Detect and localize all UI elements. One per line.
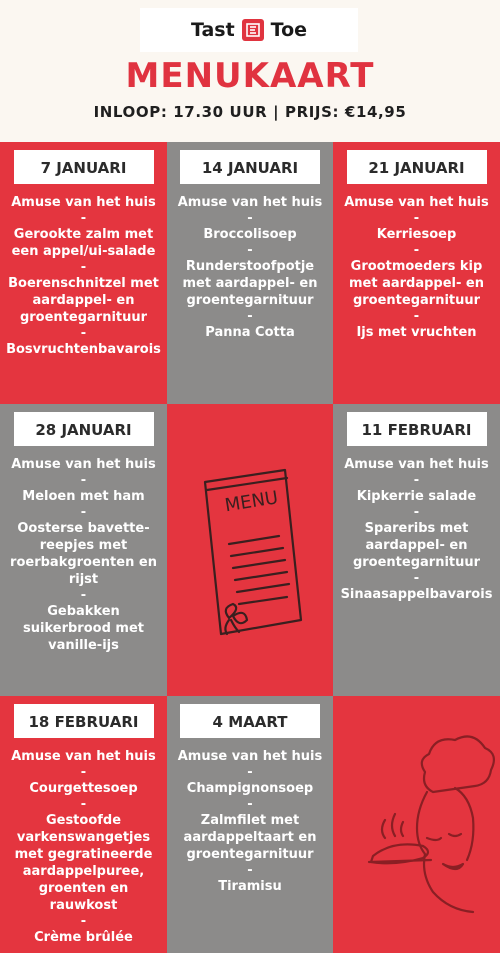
menu-dish: Boerenschnitzel met aardappel- en groentegarnituur — [8, 276, 159, 325]
menu-date: 14 JANUARI — [180, 150, 320, 184]
item-separator: - — [247, 211, 253, 226]
item-separator: - — [80, 473, 87, 488]
menu-dish: Spareribs met aardappel- en groentegarnituur — [352, 521, 481, 570]
logo-right-text: Toe — [270, 19, 308, 41]
menu-illustration-cell — [167, 404, 333, 696]
item-separator: - — [413, 243, 420, 258]
logo-left-text: Tast — [190, 19, 235, 41]
menu-dish: Panna Cotta — [205, 325, 295, 340]
logo — [140, 8, 358, 52]
menu-grid — [0, 142, 500, 953]
menu-dish: Amuse van het huis — [11, 195, 156, 210]
menu-card-7-januari — [0, 142, 167, 404]
menu-items — [0, 194, 167, 358]
menu-dish: Bosvruchtenbavarois — [6, 342, 161, 357]
menu-dish: Crème brûlée — [34, 930, 133, 945]
menu-dish: Gestoofde varkenswangetjes met gegratineerde aardappelpuree, groenten en rauwkost — [14, 813, 153, 913]
menu-dish: Amuse van het huis — [344, 195, 489, 210]
menu-dish: Amuse van het huis — [344, 457, 489, 472]
menu-card-21-januari — [333, 142, 500, 404]
menu-card-18-februari — [0, 696, 167, 953]
menu-card-label: MENU — [223, 487, 280, 517]
menu-items — [0, 456, 167, 654]
logo-e-icon — [242, 19, 264, 41]
item-separator: - — [80, 505, 87, 520]
menu-dish: Grootmoeders kip met aardappel- en groentegarnituur — [348, 259, 484, 308]
item-separator: - — [247, 863, 253, 878]
menu-dish: Kerriesoep — [376, 227, 457, 242]
menu-card-icon — [167, 404, 333, 696]
menu-date: 11 FEBRUARI — [347, 412, 487, 446]
item-separator: - — [80, 260, 87, 275]
menu-dish: Meloen met ham — [22, 489, 145, 504]
item-separator: - — [413, 505, 420, 520]
menu-items — [0, 748, 167, 946]
item-separator: - — [80, 914, 87, 929]
item-separator: - — [247, 765, 253, 780]
menu-dish: Amuse van het huis — [177, 749, 323, 764]
menu-card-4-maart — [167, 696, 333, 953]
menu-dish: Oosterse bavette-reepjes met roerbakgroenten en rijst — [10, 521, 157, 587]
menu-dish: Tiramisu — [218, 879, 282, 894]
menu-card-14-januari — [167, 142, 333, 404]
menu-date: 18 FEBRUARI — [14, 704, 154, 738]
menu-dish: Zalmfilet met aardappeltaart en groentegarnituur — [183, 813, 317, 862]
chef-illustration-cell — [333, 696, 500, 953]
chef-icon — [333, 696, 500, 953]
menu-card-28-januari — [0, 404, 167, 696]
item-separator: - — [413, 211, 420, 226]
menu-dish: Amuse van het huis — [11, 749, 156, 764]
menu-date: 7 JANUARI — [14, 150, 154, 184]
menu-date: 21 JANUARI — [347, 150, 487, 184]
menu-dish: Broccolisoep — [203, 227, 297, 242]
menu-dish: Gerookte zalm met een appel/ui-salade — [11, 227, 156, 259]
item-separator: - — [80, 765, 87, 780]
item-separator: - — [80, 326, 87, 341]
item-separator: - — [413, 571, 420, 586]
item-separator: - — [247, 797, 253, 812]
item-separator: - — [413, 473, 420, 488]
menu-dish: Sinaasappelbavarois — [340, 587, 493, 602]
menu-date: 28 JANUARI — [14, 412, 154, 446]
menu-date: 4 MAART — [180, 704, 320, 738]
item-separator: - — [413, 309, 420, 324]
item-separator: - — [80, 211, 87, 226]
header — [0, 0, 500, 142]
menu-dish: Courgettesoep — [29, 781, 138, 796]
page-title: MENUKAART — [125, 56, 375, 96]
menu-dish: Kipkerrie salade — [356, 489, 477, 504]
menu-items — [333, 456, 500, 603]
menu-dish: Amuse van het huis — [11, 457, 156, 472]
menu-dish: Champignonsoep — [186, 781, 314, 796]
menu-card-11-februari — [333, 404, 500, 696]
menu-dish: Runderstoofpotje met aardappel- en groentegarnituur — [182, 259, 318, 308]
page-subtitle: INLOOP: 17.30 UUR | PRIJS: €14,95 — [93, 103, 407, 121]
menu-dish: Amuse van het huis — [177, 195, 323, 210]
menu-items — [167, 194, 333, 341]
menu-dish: Gebakken suikerbrood met vanille-ijs — [23, 604, 144, 653]
menu-items — [333, 194, 500, 341]
menu-items — [167, 748, 333, 895]
item-separator: - — [247, 243, 253, 258]
item-separator: - — [247, 309, 253, 324]
item-separator: - — [80, 588, 87, 603]
item-separator: - — [80, 797, 87, 812]
menu-dish: Ijs met vruchten — [356, 325, 477, 340]
